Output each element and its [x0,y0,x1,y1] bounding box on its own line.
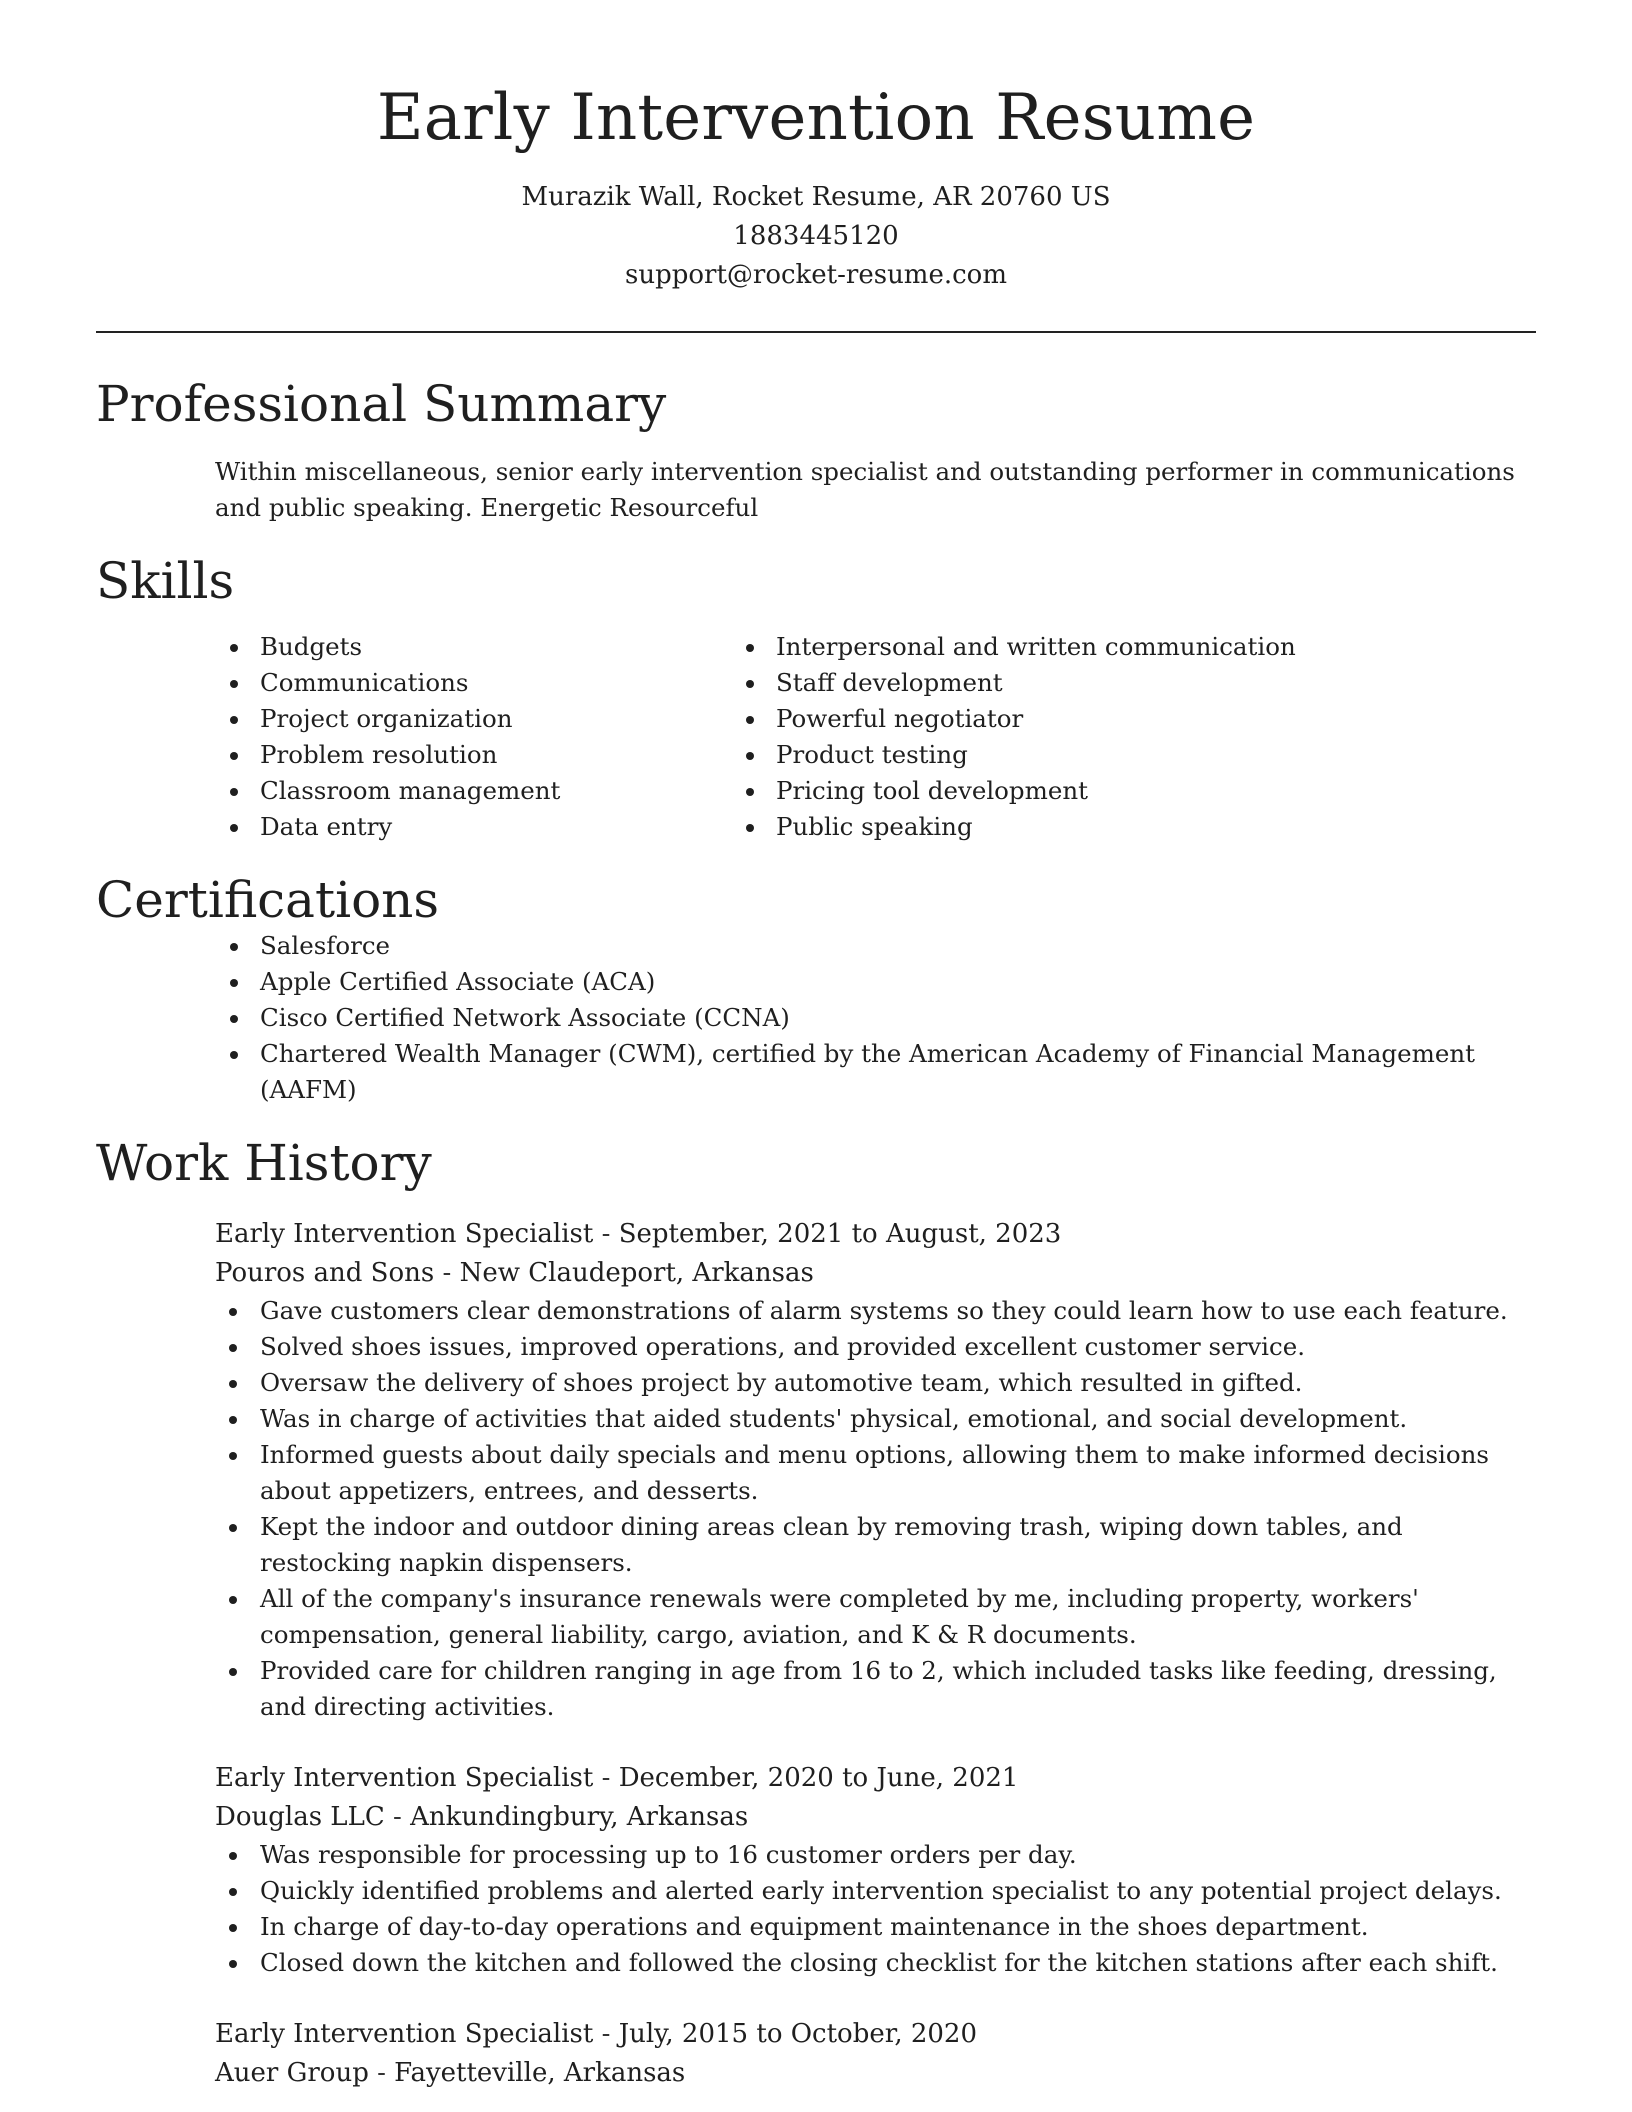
separator: - [384,1802,411,1832]
job-entry [215,1215,1536,1293]
skill-item: Pricing tool development [746,773,1536,809]
certifications-list [96,928,1536,1108]
job-company: Auer Group [215,2058,369,2088]
certification-item: Apple Certified Associate (ACA) [96,964,1536,1000]
job-company-line [215,1798,1536,1837]
certification-item: Cisco Certified Network Associate (CCNA) [96,1000,1536,1036]
job-company-line [215,2054,1536,2093]
contact-phone: 1883445120 [733,221,899,251]
separator: - [593,1763,619,1793]
skill-item: Powerful negotiator [746,701,1536,737]
skill-item: Interpersonal and written communication [746,629,1536,665]
header-divider [96,331,1536,333]
skills-list [96,629,1536,845]
job-entry [215,1759,1536,1837]
job-duty-item: Quickly identified problems and alerted early intervention specialist to any potential project delays. [215,1873,1536,1909]
certification-item: Chartered Wealth Manager (CWM), certified by the American Academy of Financial Management (AAFM) [96,1036,1536,1108]
certifications-heading: Certifications [96,871,440,929]
work-history-heading: Work History [96,1134,432,1192]
job-location: Ankundingbury, Arkansas [410,1802,749,1832]
skills-column-right [746,629,1536,845]
job-duty-item: Kept the indoor and outdoor dining areas clean by removing trash, wiping down tables, and restocking napkin dispensers. [215,1509,1536,1581]
job-duty-item: Was responsible for processing up to 16 customer orders per day. [215,1837,1536,1873]
contact-email: support@rocket-resume.com [624,260,1007,290]
skill-item: Product testing [746,737,1536,773]
job-company-line [215,1254,1536,1293]
separator: - [368,2058,395,2088]
skill-item: Communications [96,665,746,701]
job-duty-item: Oversaw the delivery of shoes project by automotive team, which resulted in gifted. [215,1365,1536,1401]
job-duty-item: Informed guests about daily specials and menu options, allowing them to make informed decisions about appetizers, entrees, and desserts. [215,1437,1536,1509]
job-duty-item: Solved shoes issues, improved operations, and provided excellent customer service. [215,1329,1536,1365]
separator: - [593,2019,619,2049]
contact-address: Murazik Wall, Rocket Resume, AR 20760 US [521,182,1111,212]
summary-heading: Professional Summary [96,375,667,433]
job-dates: September, 2021 to August, 2023 [618,1219,1062,1249]
skill-item: Public speaking [746,809,1536,845]
job-dates: December, 2020 to June, 2021 [618,1763,1019,1793]
skill-item: Budgets [96,629,746,665]
skill-item: Staff development [746,665,1536,701]
job-location: New Claudeport, Arkansas [459,1258,814,1288]
job-role: Early Intervention Specialist [215,1763,594,1793]
job-company: Pouros and Sons [215,1258,435,1288]
job-role: Early Intervention Specialist [215,1219,594,1249]
job-title-line [215,2015,1536,2054]
skill-item: Data entry [96,809,746,845]
page-title: Early Intervention Resume [376,81,1256,155]
job-duty-item: Was in charge of activities that aided students' physical, emotional, and social development. [215,1401,1536,1437]
separator: - [593,1219,619,1249]
job-dates: July, 2015 to October, 2020 [618,2019,978,2049]
summary-text: Within miscellaneous, senior early intervention specialist and outstanding performer in communications and public speaking. Energetic Resourceful [215,457,1515,522]
job-entry [215,2015,1536,2093]
job-duty-item: Closed down the kitchen and followed the closing checklist for the kitchen stations after each shift. [215,1945,1536,1981]
job-company: Douglas LLC [215,1802,385,1832]
job-title-line [215,1759,1536,1798]
job-role: Early Intervention Specialist [215,2019,594,2049]
job-duty-item: In charge of day-to-day operations and equipment maintenance in the shoes department. [215,1909,1536,1945]
job-duty-item: Gave customers clear demonstrations of alarm systems so they could learn how to use each feature. [215,1293,1536,1329]
job-title-line [215,1215,1536,1254]
job-duty-item: All of the company's insurance renewals were completed by me, including property, workers' compensation, general liability, cargo, aviation, and K & R documents. [215,1581,1536,1653]
skills-column-left [96,629,746,845]
skill-item: Project organization [96,701,746,737]
resume-header [96,0,1536,295]
job-duties-list [215,1293,1536,1725]
separator: - [434,1258,460,1288]
job-duties-list [215,1837,1536,1981]
skills-heading: Skills [96,552,235,610]
skill-item: Classroom management [96,773,746,809]
certification-item: Salesforce [96,928,1536,964]
job-duty-item: Provided care for children ranging in age from 16 to 2, which included tasks like feeding, dressing, and directing activities. [215,1653,1536,1725]
skill-item: Problem resolution [96,737,746,773]
job-location: Fayetteville, Arkansas [394,2058,686,2088]
resume-page [96,0,1536,2093]
